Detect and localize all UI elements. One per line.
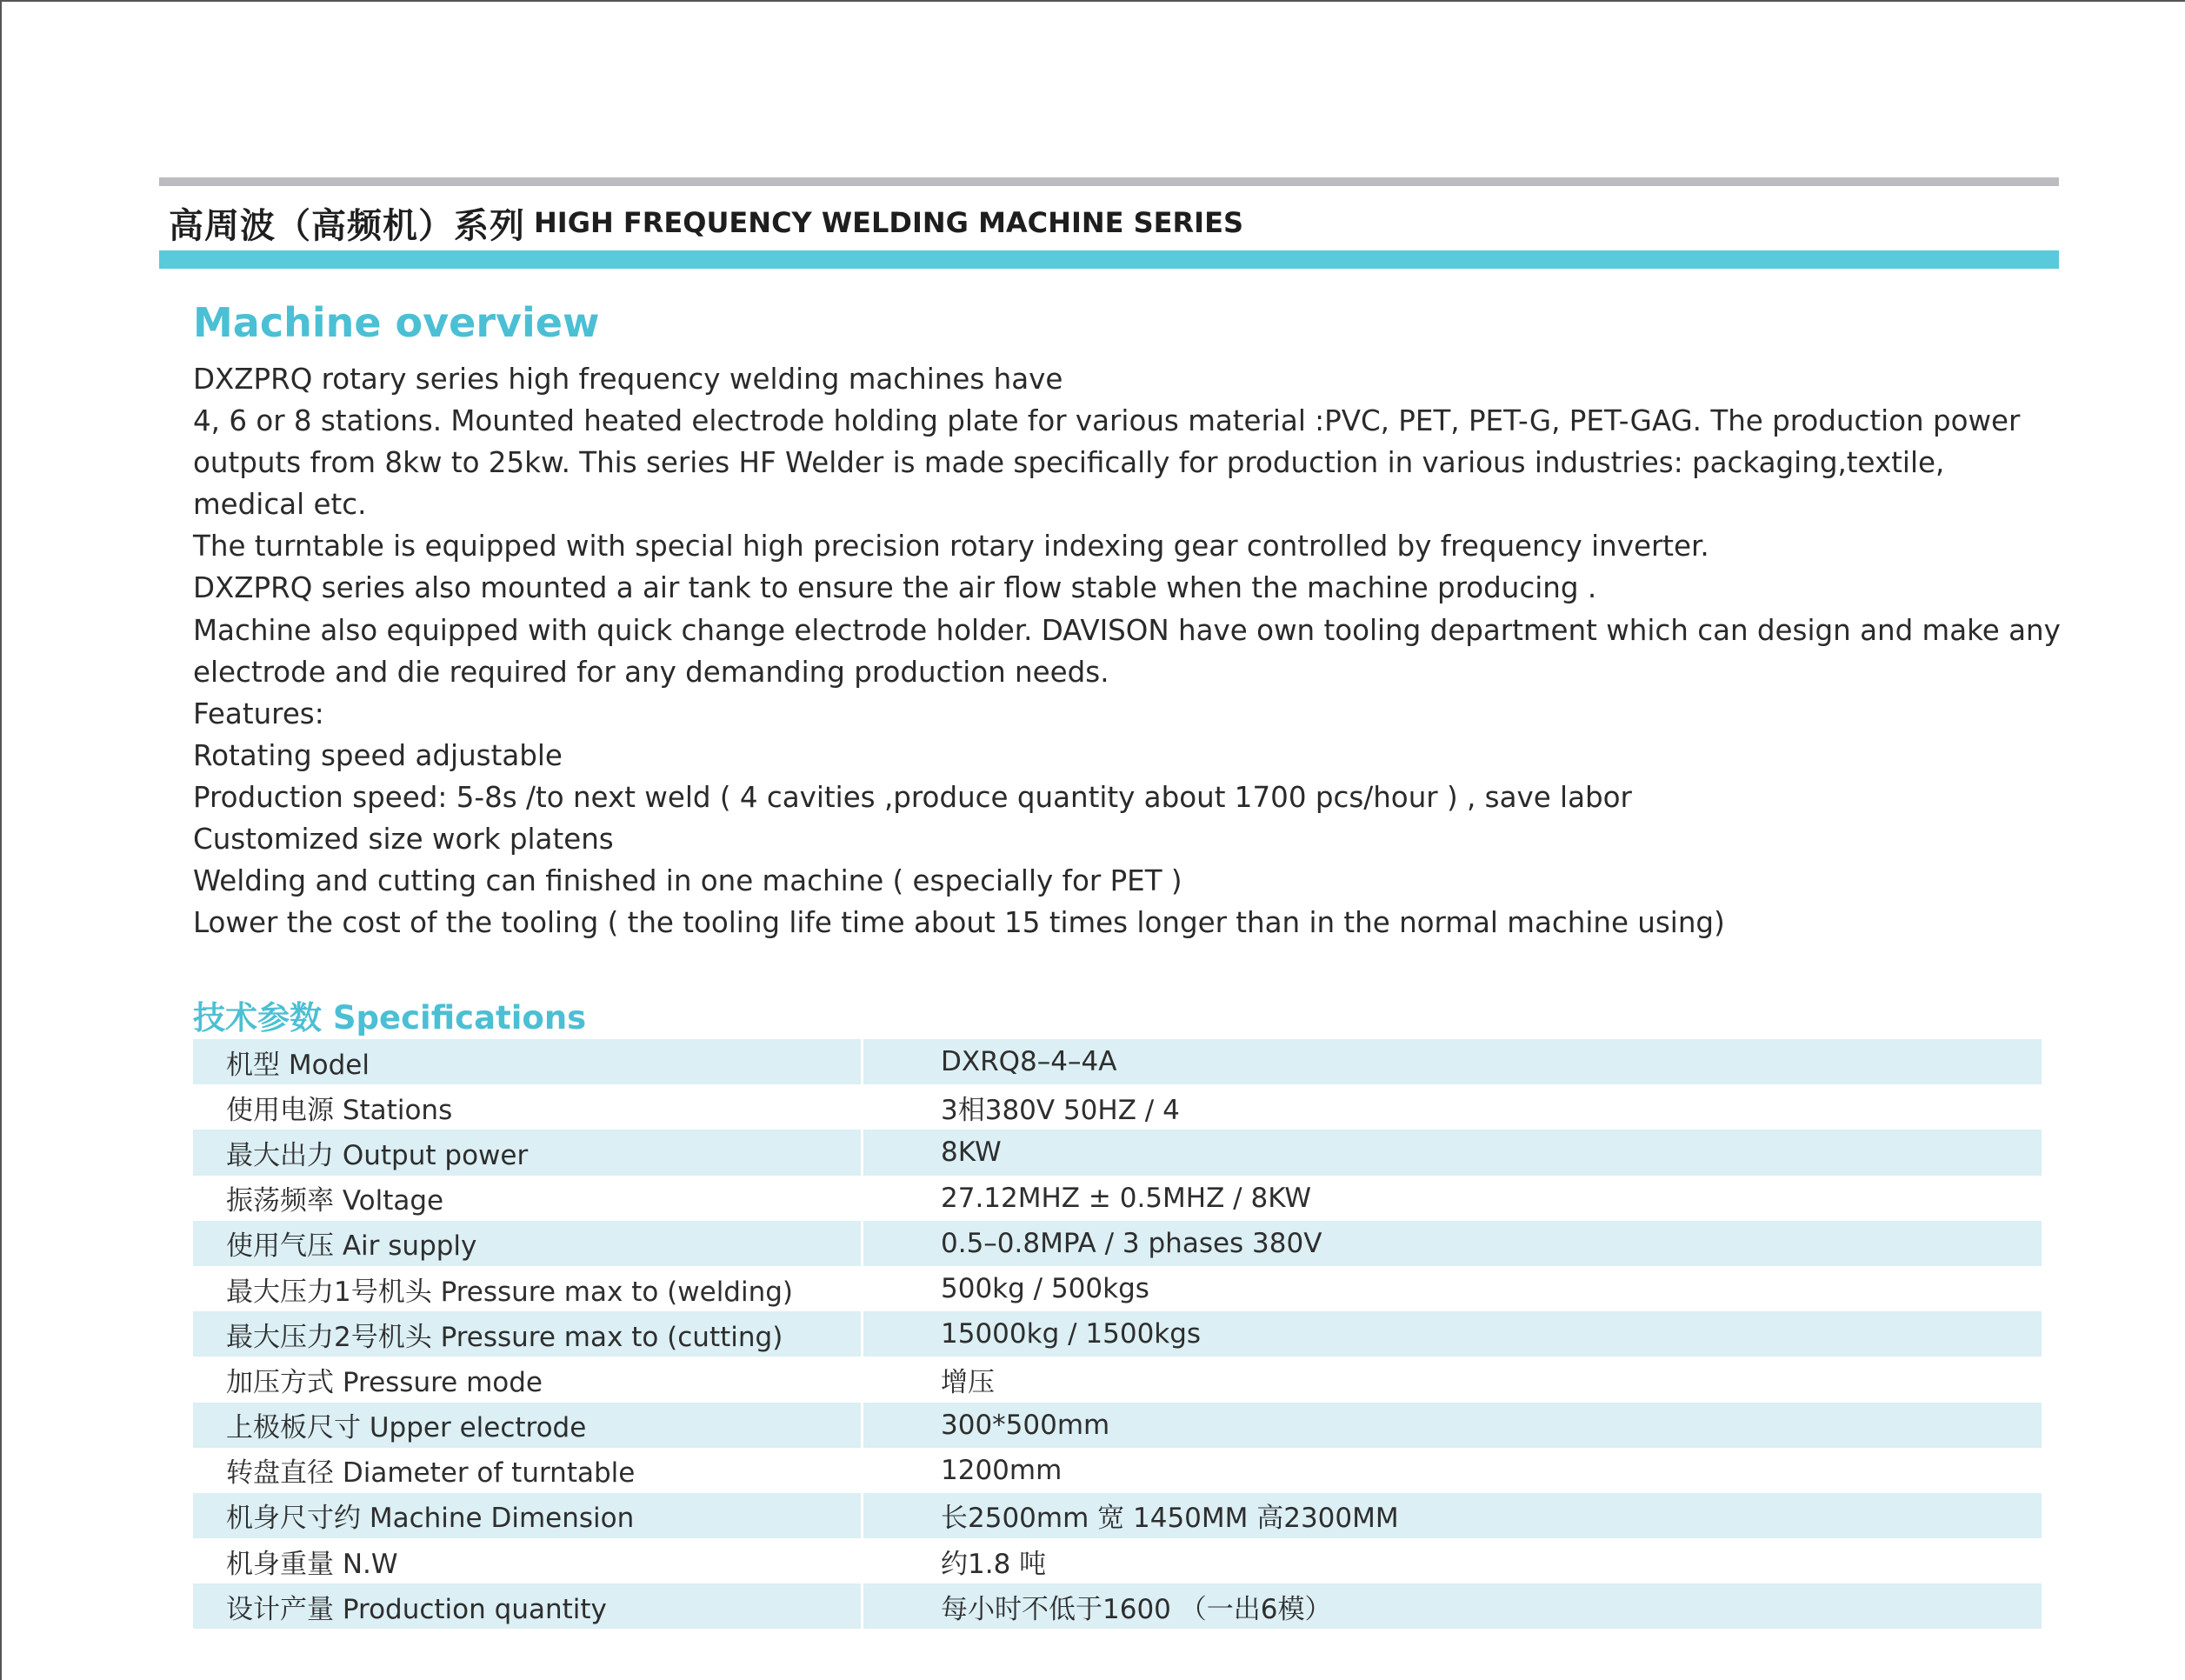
spec-row-model: [193, 1039, 2042, 1084]
overview-line: medical etc.: [193, 488, 367, 522]
header-title-en: HIGH FREQUENCY WELDING MACHINE SERIES: [534, 206, 1243, 239]
spec-label: 最大出力 Output power: [226, 1139, 529, 1171]
spec-row-air-supply: [193, 1221, 2042, 1266]
spec-label: 最大压力1号机头 Pressure max to (welding): [226, 1276, 794, 1308]
overview-line: outputs from 8kw to 25kw. This series HF Welder is made specifically for production in various industries: packaging,textile,: [193, 446, 1945, 480]
spec-row-output-power: [193, 1130, 2042, 1175]
spec-value: 15000kg / 1500kgs: [941, 1318, 1202, 1350]
overview-body: [193, 358, 2062, 943]
spec-value: 0.5–0.8MPA / 3 phases 380V: [941, 1227, 1322, 1259]
spec-label: 振荡频率 Voltage: [226, 1185, 444, 1217]
spec-label: 使用电源 Stations: [226, 1094, 453, 1126]
spec-row-production-quantity: [193, 1583, 2042, 1629]
column-divider: [861, 1493, 863, 1538]
spec-label: 上极板尺寸 Upper electrode: [226, 1412, 587, 1444]
features-heading: Features:: [193, 697, 324, 730]
spec-row-upper-electrode: [193, 1403, 2042, 1448]
header-cyan-rule: [159, 250, 2059, 269]
spec-value: 300*500mm: [941, 1409, 1110, 1441]
overview-line: electrode and die required for any demanding production needs.: [193, 655, 1109, 689]
spec-value: 每小时不低于1600 （一出6模）: [941, 1593, 1332, 1625]
overview-line: 4, 6 or 8 stations. Mounted heated electrode holding plate for various material :PVC, PET, PET-G, PET-GAG. The production power: [193, 404, 2021, 438]
spec-value: 500kg / 500kgs: [941, 1273, 1149, 1305]
header-gray-rule: [159, 177, 2059, 186]
column-divider: [861, 1403, 863, 1448]
spec-label: 加压方式 Pressure mode: [226, 1366, 543, 1398]
header-title-cn: 高周波（高频机）系列: [169, 205, 525, 246]
feature-item: Production speed: 5-8s /to next weld ( 4 cavities ,produce quantity about 1700 pcs/hour ) , save labor: [193, 780, 1632, 814]
overview-title: Machine overview: [193, 299, 600, 346]
column-divider: [861, 1130, 863, 1175]
spec-value: 8KW: [941, 1137, 1002, 1169]
spec-label: 最大压力2号机头 Pressure max to (cutting): [226, 1321, 783, 1353]
feature-item: Rotating speed adjustable: [193, 738, 563, 772]
spec-row-stations: [193, 1084, 2042, 1130]
spec-value: 长2500mm 宽 1450MM 高2300MM: [941, 1503, 1399, 1535]
page-header: [169, 197, 1243, 249]
overview-line: DXZPRQ series also mounted a air tank to ensure the air flow stable when the machine producing .: [193, 571, 1597, 605]
overview-line: Machine also equipped with quick change electrode holder. DAVISON have own tooling department which can design and make any: [193, 613, 2061, 647]
column-divider: [861, 1311, 863, 1357]
spec-row-net-weight: [193, 1538, 2042, 1583]
overview-line: DXZPRQ rotary series high frequency welding machines have: [193, 363, 1063, 396]
feature-item: Welding and cutting can finished in one machine ( especially for PET ): [193, 864, 1182, 898]
spec-label: 转盘直径 Diameter of turntable: [226, 1457, 636, 1490]
column-divider: [861, 1221, 863, 1266]
specifications-table: [193, 1039, 2042, 1629]
spec-label: 使用气压 Air supply: [226, 1230, 477, 1263]
page-border-top: [0, 0, 2185, 2]
spec-row-turntable-diameter: [193, 1448, 2042, 1493]
spec-value: 1200mm: [941, 1454, 1063, 1486]
column-divider: [861, 1583, 863, 1629]
spec-row-voltage: [193, 1176, 2042, 1221]
spec-value: 约1.8 吨: [941, 1548, 1047, 1580]
specifications-title: 技术参数 Specifications: [193, 999, 587, 1037]
page-border-left: [0, 0, 2, 1680]
spec-row-machine-dimension: [193, 1493, 2042, 1538]
column-divider: [861, 1039, 863, 1084]
feature-item: Customized size work platens: [193, 823, 614, 857]
spec-value: 27.12MHZ ± 0.5MHZ / 8KW: [941, 1182, 1312, 1214]
spec-row-pressure-mode: [193, 1357, 2042, 1402]
spec-value: 增压: [941, 1366, 995, 1398]
feature-item: Lower the cost of the tooling ( the tooling life time about 15 times longer than in the normal machine using): [193, 906, 1725, 940]
spec-row-pressure-cutting: [193, 1311, 2042, 1357]
spec-row-pressure-welding: [193, 1266, 2042, 1311]
overview-line: The turntable is equipped with special high precision rotary indexing gear controlled by frequency inverter.: [193, 530, 1709, 563]
spec-label: 机型 Model: [226, 1049, 370, 1081]
spec-label: 机身尺寸约 Machine Dimension: [226, 1503, 635, 1535]
spec-value: DXRQ8–4–4A: [941, 1046, 1117, 1078]
spec-label: 机身重量 N.W: [226, 1548, 398, 1580]
spec-label: 设计产量 Production quantity: [226, 1593, 607, 1625]
spec-value: 3相380V 50HZ / 4: [941, 1094, 1180, 1126]
